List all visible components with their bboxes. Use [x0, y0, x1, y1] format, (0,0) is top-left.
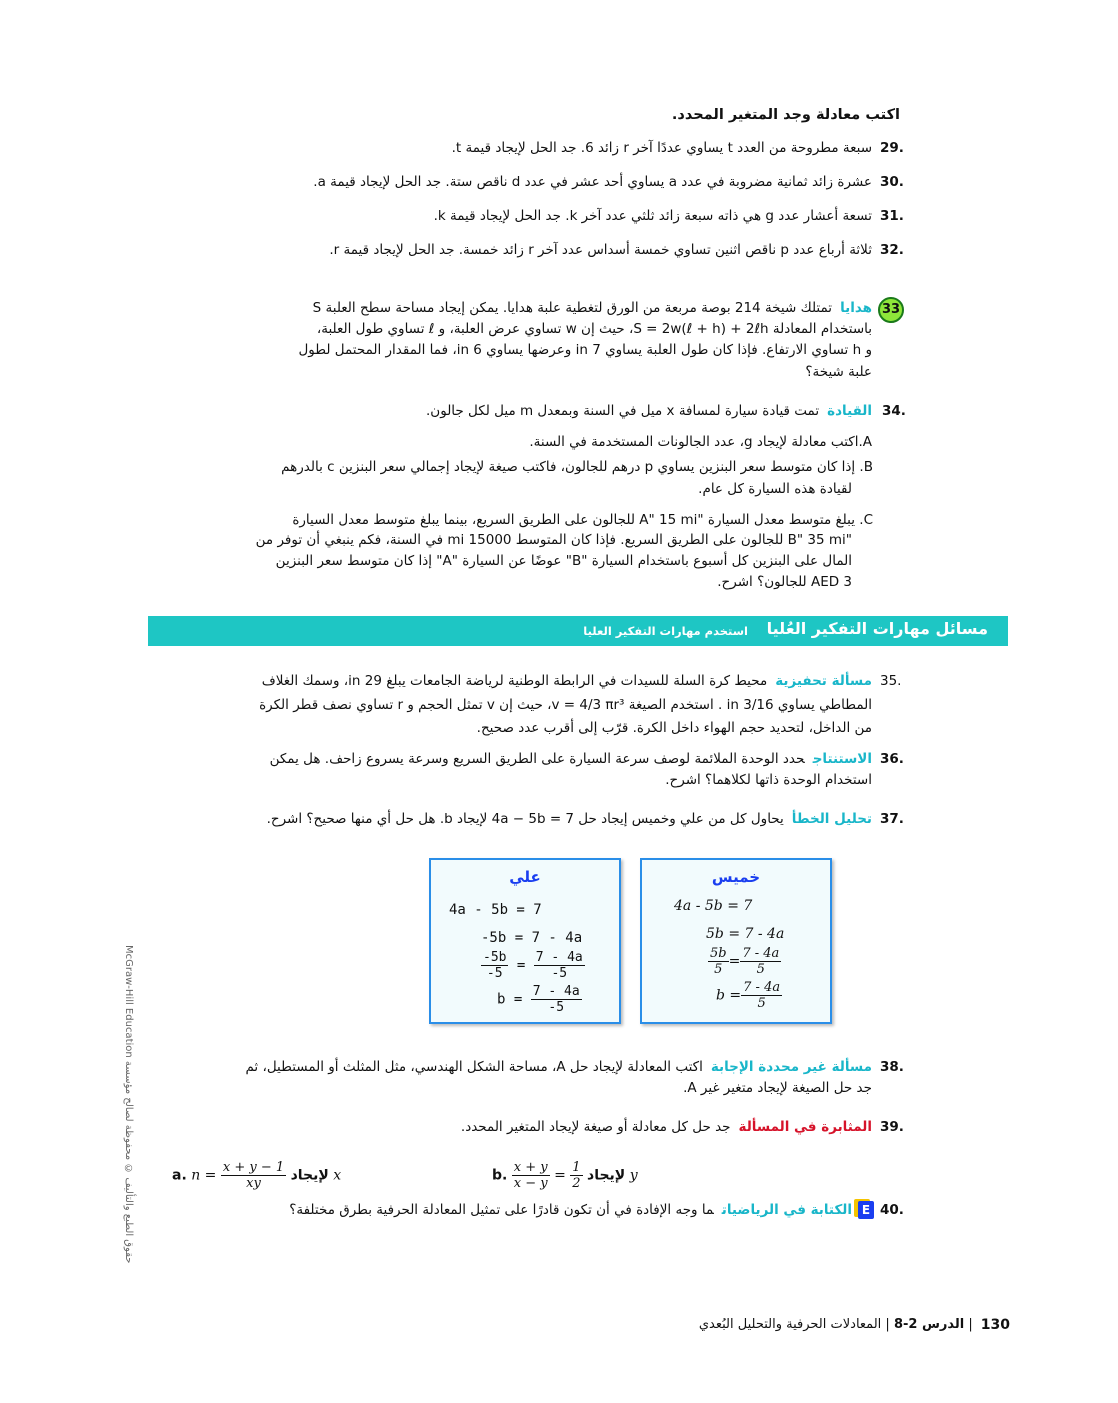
- q40-label: الكتابة في الرياضيات: [721, 1202, 852, 1218]
- q38-line: اكتب المعادلة لإيجاد حل A، مساحة الشكل الهندسي، مثل المثلث أو المستطيل، ثم: [245, 1059, 703, 1075]
- khamis-step: b = $\frac{7 - 4a}{5}$: [716, 980, 781, 1011]
- q34-part-b: لقيادة هذه السيارة كل عام.: [698, 481, 852, 497]
- q39-number: 39.: [880, 1119, 904, 1135]
- q32-number: 32.: [880, 242, 904, 258]
- khamis-step: 5b = 7 - 4a: [706, 926, 785, 942]
- q34-label: القيادة: [827, 403, 872, 419]
- hots-banner: [148, 616, 1008, 646]
- copyright-side-text: McGraw-Hill Education حقوق الطبع والتأليف © محفوظة لصالح مؤسسة: [123, 945, 134, 1264]
- ali-step: b = $\frac{7 - 4a}{-5}$: [497, 984, 580, 1015]
- q39-part-b: b. $\frac{x + y}{x - y}$ = $\frac{1}{2}$ لإيجاد y: [492, 1160, 638, 1191]
- q34-text: تمت قيادة سيارة لمسافة x ميل في السنة وبمعدل m ميل لكل جالون.: [426, 403, 820, 419]
- writing-in-math-icon: E: [858, 1201, 874, 1219]
- q40-text: ما وجه الإفادة في أن تكون قادرًا على تمثيل المعادلة الحرفية بطرق مختلفة؟: [289, 1202, 714, 1218]
- footer-separator: |: [885, 1317, 890, 1332]
- q35-number: 35.: [880, 673, 902, 689]
- banner-title: مسائل مهارات التفكير العُليا: [766, 619, 988, 638]
- q38-label: مسألة غير محددة الإجابة: [710, 1059, 872, 1075]
- q33-line: و h تساوي الارتفاع. فإذا كان طول العلبة يساوي 7 in وعرضها يساوي 6 in، فما المقدار المحتمل لطول: [298, 342, 872, 358]
- section-heading: اكتب معادلة وجد المتغير المحدد.: [671, 107, 900, 123]
- ali-name: علي: [509, 868, 541, 886]
- q34-part-c: C. يبلغ متوسط معدل السيارة "A" 15 mi للجالون على الطريق السريع، بينما يبلغ متوسط معدل السيارة: [292, 512, 873, 528]
- khamis-name: خميس: [711, 868, 761, 886]
- footer-separator: |: [968, 1317, 973, 1332]
- q40-number: 40.: [880, 1202, 904, 1218]
- q34-part-c: AED 3 للجالون؟ اشرح.: [717, 574, 852, 590]
- banner-subtitle: استخدم مهارات التفكير العليا: [583, 624, 748, 638]
- q33-line: تمتلك شيخة 214 بوصة مربعة من الورق لتغطية علبة هدايا. يمكن إيجاد مساحة سطح العلبة S: [312, 300, 833, 316]
- q39-label: المثابرة في المسألة: [738, 1119, 872, 1135]
- q35-line: محيط كرة السلة للسيدات في الرابطة الوطنية لرياضة الجامعات يبلغ 29 in، وسمك الغلاف: [261, 673, 768, 689]
- q29-text: سبعة مطروحة من العدد t يساوي عددًا آخر r زائد 6. جد الحل لإيجاد قيمة t.: [451, 140, 872, 156]
- q34-part-a: A.اكتب معادلة لإيجاد g، عدد الجالونات المستخدمة في السنة.: [529, 434, 872, 450]
- q36-number: 36.: [880, 751, 904, 767]
- khamis-step: 4a - 5b = 7: [674, 898, 753, 914]
- q33-number-badge: 33: [878, 297, 904, 323]
- q36-line: حدد الوحدة الملائمة لوصف سرعة السيارة على الطريق السريع وسرعة يسروع زاحف. هل يمكن: [269, 751, 805, 767]
- page-number: 130: [980, 1317, 1010, 1333]
- lesson-title: المعادلات الحرفية والتحليل البُعدي: [698, 1317, 882, 1332]
- q35-line: من الداخل، لتحديد حجم الهواء داخل الكرة. قرّب إلى أقرب عدد صحيح.: [476, 720, 872, 736]
- q38-line: جد حل الصيغة لإيجاد متغير غير A.: [683, 1080, 872, 1096]
- q33-line: علبة شيخة؟: [805, 364, 872, 380]
- q34-part-c: "B" 35 mi للجالون على الطريق السريع. فإذا كان المتوسط 15000 mi في السنة، فكم ينبغي أن توفر من: [255, 532, 852, 548]
- q37-label: تحليل الخطأ: [791, 811, 872, 827]
- q38-number: 38.: [880, 1059, 904, 1075]
- q31-text: تسعة أعشار عدد g هي ذاته سبعة زائد ثلثي عدد آخر k. جد الحل لإيجاد قيمة k.: [433, 208, 872, 224]
- q39-part-a: a. n = $\frac{x + y - 1}{xy}$ لإيجاد x: [172, 1160, 342, 1191]
- q30-number: 30.: [880, 174, 904, 190]
- q30-text: عشرة زائد ثمانية مضروبة في عدد a يساوي أحد عشر في عدد d ناقص ستة. جد الحل لإيجاد قيمة a.: [313, 174, 872, 190]
- q36-label: الاستنتاج: [812, 751, 872, 767]
- ali-step: -5b = 7 - 4a: [481, 930, 583, 946]
- q35-label: مسألة تحفيزية: [775, 673, 872, 689]
- q34-part-b: B. إذا كان متوسط سعر البنزين يساوي p درهم للجالون، فاكتب صيغة لإيجاد إجمالي سعر البنزين c بالدرهم: [281, 459, 873, 475]
- q33-line: باستخدام المعادلة S = 2w(ℓ + h) + 2ℓh، حيث إن w تساوي عرض العلبة، و ℓ تساوي طول العلبة،: [316, 321, 872, 337]
- khamis-step: $\frac{5b}{5}$ = $\frac{7 - 4a}{5}$: [710, 946, 780, 977]
- q37-text: يحاول كل من علي وخميس إيجاد حل 4a − 5b = 7 لإيجاد b. هل حل أي منها صحيح؟ اشرح.: [266, 811, 784, 827]
- ali-step: $\frac{-5b}{-5}$ = $\frac{7 - 4a}{-5}$: [483, 950, 583, 981]
- q36-line: استخدام الوحدة ذاتها لكلاهما؟ اشرح.: [665, 772, 872, 788]
- q32-text: ثلاثة أرباع عدد p ناقص اثنين تساوي خمسة أسداس عدد آخر r زائد خمسة. جد الحل لإيجاد قيمة r.: [329, 242, 872, 258]
- q37-number: 37.: [880, 811, 904, 827]
- q33-label: هدايا: [840, 300, 872, 316]
- q34-number: 34.: [882, 403, 906, 419]
- lesson-number: الدرس 2-8: [893, 1317, 965, 1332]
- page-footer: [690, 1317, 1010, 1333]
- q34-part-c: المال على البنزين كل أسبوع باستخدام السيارة "B" عوضًا عن السيارة "A" إذا كان متوسط سعر البنزين: [275, 553, 852, 569]
- ali-solution-box: [429, 858, 621, 1024]
- q31-number: 31.: [880, 208, 904, 224]
- q35-line: المطاطي يساوي 3/16 in . استخدم الصيغة v = 4/3 πr³، حيث إن v تمثل الحجم و r تساوي نصف قطر الكرة: [259, 697, 872, 713]
- q29-number: 29.: [880, 140, 904, 156]
- ali-step: 4a - 5b = 7: [449, 902, 542, 918]
- khamis-solution-box: [640, 858, 832, 1024]
- q39-text: جد حل كل معادلة أو صيغة لإيجاد المتغير المحدد.: [460, 1119, 731, 1135]
